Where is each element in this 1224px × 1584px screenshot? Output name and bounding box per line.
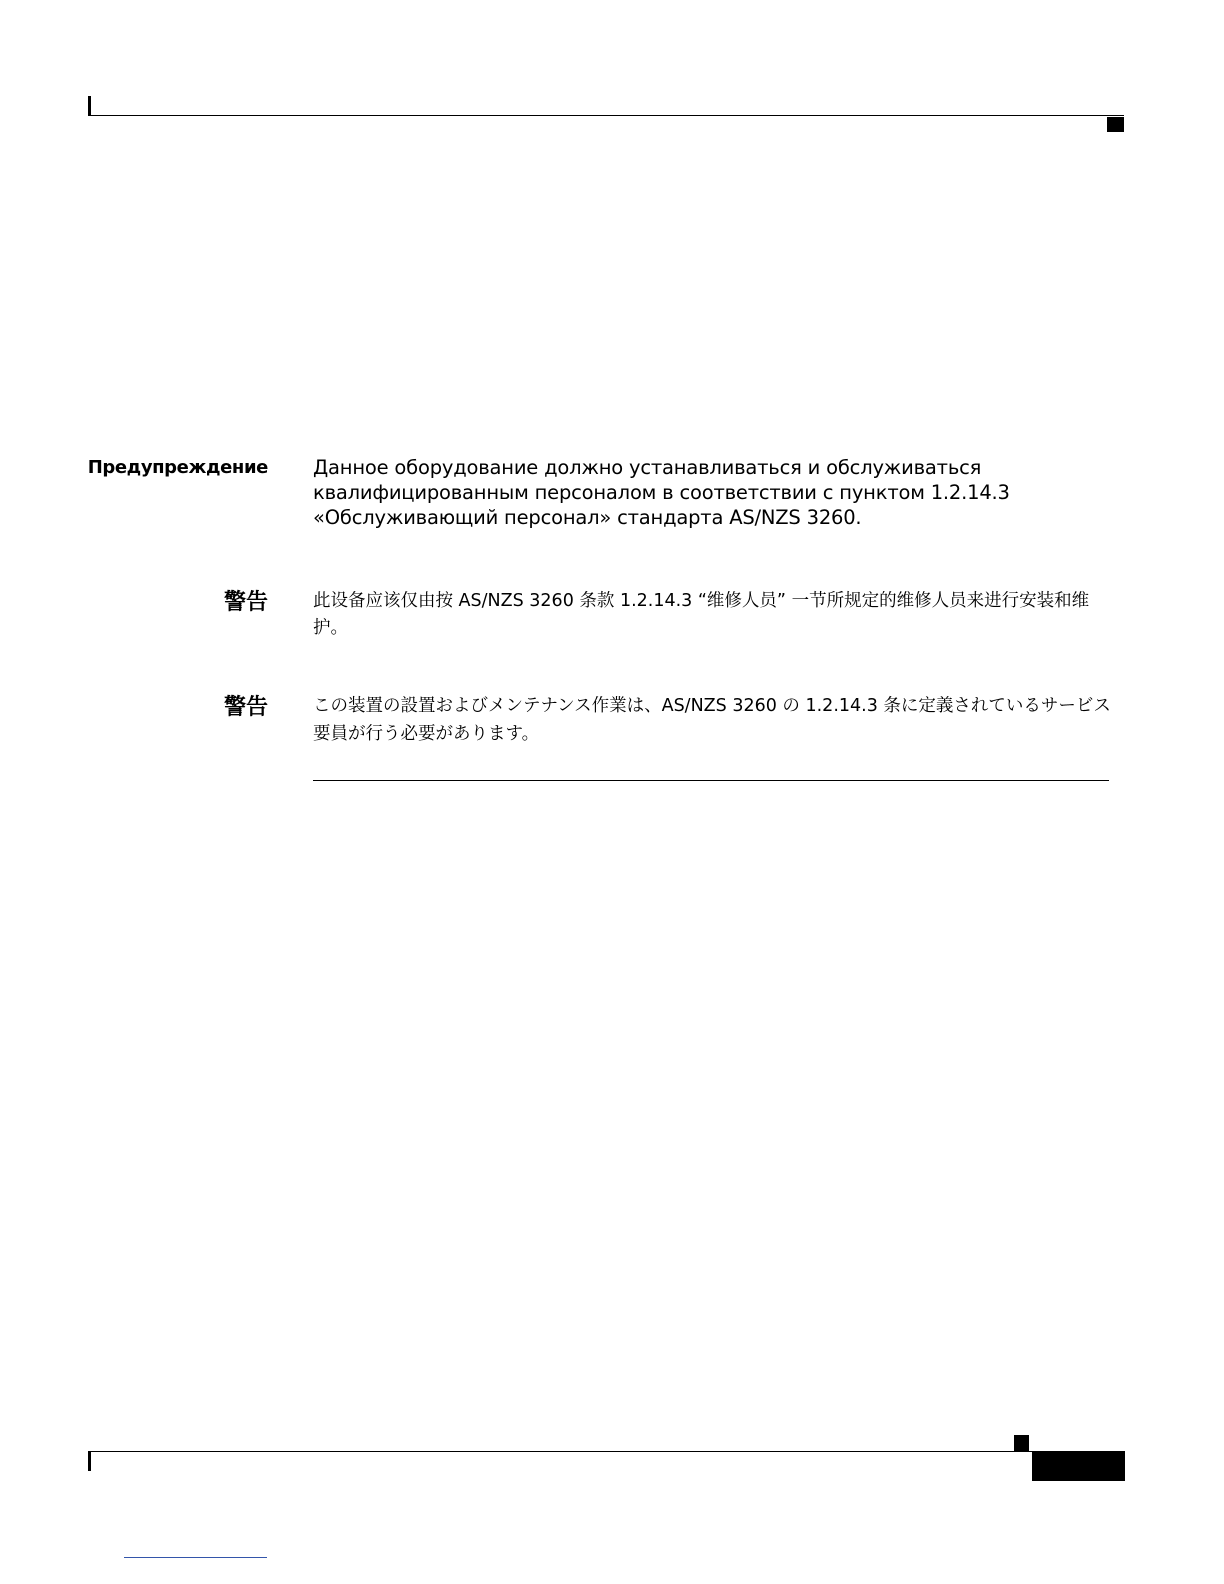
footer-small-mark <box>1014 1435 1029 1451</box>
warning-label-ja: 警告 <box>223 695 268 720</box>
header-left-tick <box>88 96 91 116</box>
header-corner-mark <box>1107 117 1124 132</box>
warning-text-zh: 此设备应该仅由按 AS/NZS 3260 条款 1.2.14.3 “维修人员” 一节所规定的维修人员来进行安装和维护。 <box>313 591 1090 638</box>
warning-text-ru: Данное оборудование должно устанавливаться и обслуживаться квалифицированным персоналом в соответствии с пунктом 1.2.14.3 «Обслуживающий персонал» стандарта AS/NZS 3260. <box>313 456 1010 529</box>
footer-rule <box>88 1451 1034 1452</box>
footer-left-tick <box>88 1451 91 1471</box>
warning-text-ja: この装置の設置およびメンテナンス作業は、AS/NZS 3260 の 1.2.14.3 条に定義されているサービス要員が行う必要があります。 <box>313 696 1111 744</box>
warning-label-zh: 警告 <box>223 590 268 615</box>
footer-page-tab <box>1032 1451 1125 1481</box>
header-rule <box>88 115 1124 116</box>
section-end-rule <box>313 780 1109 781</box>
warning-label-ru: Предупреждение <box>87 457 268 478</box>
footer-link-underline[interactable] <box>124 1557 267 1558</box>
